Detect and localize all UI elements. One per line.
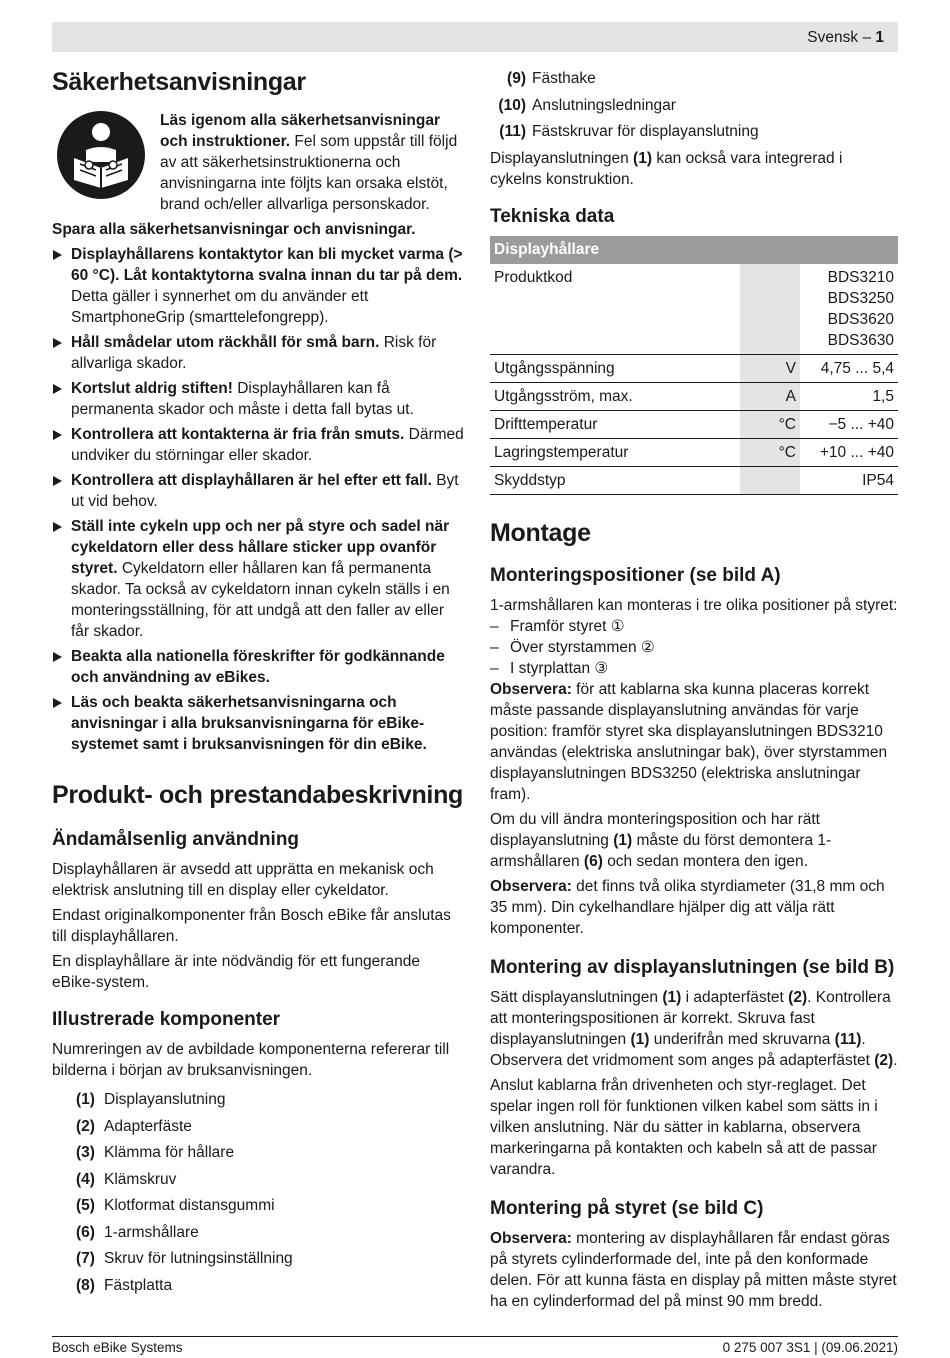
change-position-note: Om du vill ändra monteringsposition och har rätt displayanslutning (1) måste du först demontera 1-armshållaren (6) och sedan montera den igen. <box>490 810 832 870</box>
safety-bullet: Kortslut aldrig stiften! Displayhållaren kan få permanenta skador och måste i detta fall bytas ut. <box>52 378 466 420</box>
component-item: (2) Adapterfäste <box>76 1117 192 1135</box>
tech-row: Drifttemperatur °C −5 ... +40 <box>490 410 898 438</box>
footer-doc-number: 0 275 007 3S1 | (09.06.2021) <box>722 1340 898 1355</box>
components-list <box>52 1089 466 1296</box>
tech-table <box>490 236 898 495</box>
display-mount-paragraph: Sätt displayanslutningen (1) i adapterfästet (2). Kontrollera att monteringspositionen är korrekt. Skruva fast displayanslutningen (1) underifrån med skruvarna (11). Observera det vridmoment som anges på adapterfästet (2). <box>490 988 898 1069</box>
component-item: (5) Klotformat distansgummi <box>76 1197 275 1214</box>
component-item: (6) 1-armshållare <box>76 1223 199 1241</box>
safety-bullet: Läs och beakta säkerhetsanvisningarna och anvisningar i alla bruksanvisningarna för eBike-systemet samt i bruksanvisningen för din eBike. <box>52 692 466 755</box>
bullet-triangle-icon <box>53 652 62 662</box>
component-item: (4) Klämskruv <box>76 1170 177 1188</box>
tech-row: Lagringstemperatur °C +10 ... +40 <box>490 438 898 466</box>
integration-note: Displayanslutningen (1) kan också vara integrerad i cykelns konstruktion. <box>490 149 843 188</box>
page-footer <box>52 1336 898 1357</box>
safety-bullet: Kontrollera att kontakterna är fria från smuts. Därmed undviker du störningar eller skador. <box>52 424 466 466</box>
intended-use-paragraph: Displayhållaren är avsedd att upprätta en mekanisk och elektrisk anslutning till en display eller cykeldator. <box>52 861 434 899</box>
component-item: (9) Fästhake <box>507 70 596 87</box>
left-column <box>52 66 466 1301</box>
component-item: (11) Fästskruvar för displayanslutning <box>499 123 759 140</box>
tech-title: Tekniska data <box>490 205 615 227</box>
safety-bullet: Håll smådelar utom räckhåll för små barn. Risk för allvarliga skador. <box>52 332 466 374</box>
component-item: (7) Skruv för lutningsinställning <box>76 1250 293 1267</box>
bullet-triangle-icon <box>53 476 62 486</box>
intro-text: Fel som uppstår till följd av att säkerhetsinstruktionerna och anvisningarna inte följts kan orsaka elstöt, brand och/eller allvarliga personskador. <box>160 133 458 213</box>
intended-use-title: Ändamålsenlig användning <box>52 829 300 850</box>
handlebar-observe-note: Observera: montering av displayhållaren får endast göras på styrets cylinderformade del, inte på den konformade delen. För att kunna fästa en display på mitten måste styret ha en cylinderformad del på minst 90 mm bredd. <box>490 1229 897 1310</box>
bullet-triangle-icon <box>53 430 62 440</box>
positions-observe-note: Observera: för att kablarna ska kunna placeras korrekt måste passande displayanslutning användas för varje position: framför styret ska displayanslutningen BDS3210 användas (elektriska anslutningar bak), över styrstammen displayanslutningen BDS3250 (elektriska anslutningar fram). <box>490 680 888 803</box>
tech-table-header: Displayhållare <box>490 236 898 264</box>
tech-row: Utgångsström, max. A 1,5 <box>490 382 898 410</box>
bullet-triangle-icon <box>53 698 62 708</box>
position-item: – Över styrstammen ② <box>490 638 655 656</box>
position-item: – Framför styret ① <box>490 617 625 635</box>
components-list-continued <box>490 68 898 142</box>
product-title: Produkt- och prestandabeskrivning <box>52 781 464 809</box>
right-column <box>490 68 898 1316</box>
positions-list <box>490 616 898 679</box>
component-item: (1) Displayanslutning <box>76 1091 226 1108</box>
positions-intro: 1-armshållaren kan monteras i tre olika positioner på styret: <box>490 596 898 614</box>
intended-use-paragraph: En displayhållare är inte nödvändig för ett fungerande eBike-system. <box>52 953 420 991</box>
montage-title: Montage <box>490 518 591 547</box>
component-item: (8) Fästplatta <box>76 1276 173 1294</box>
safety-title: Säkerhetsanvisningar <box>52 68 306 96</box>
bullet-triangle-icon <box>53 384 62 394</box>
tech-row: Skyddstyp IP54 <box>490 466 898 494</box>
diameter-observe-note: Observera: det finns två olika styrdiameter (31,8 mm och 35 mm). Din cykelhandlare hjälper dig att välja rätt komponenter. <box>490 877 885 937</box>
bullet-triangle-icon <box>53 522 62 532</box>
safety-bullets <box>52 244 466 755</box>
display-mount-title: Montering av displayanslutningen (se bild B) <box>490 956 895 978</box>
save-note: Spara alla säkerhetsanvisningar och anvisningar. <box>52 221 416 238</box>
position-item: – I styrplattan ③ <box>490 659 609 677</box>
page-header-bar: Svensk – 1 <box>52 22 898 52</box>
safety-intro <box>52 110 466 215</box>
handlebar-title: Montering på styret (se bild C) <box>490 1197 764 1219</box>
component-item: (3) Klämma för hållare <box>76 1144 235 1161</box>
bullet-triangle-icon <box>53 250 62 260</box>
tech-row: Produktkod BDS3210 BDS3250 BDS3620 BDS3630 <box>490 264 898 355</box>
tech-row: Utgångsspänning V 4,75 ... 5,4 <box>490 354 898 382</box>
safety-bullet: Ställ inte cykeln upp och ner på styre och sadel när cykeldatorn eller dess hållare sticker upp ovanför styret. Cykeldatorn eller hållaren kan få permanenta skador. Ta också av cykeldatorn innan cykeln ställs i en monteringsställning, för att undgå att den faller av eller får skador. <box>52 516 466 642</box>
components-intro: Numreringen av de avbildade komponenterna refererar till bilderna i början av bruksanvisningen. <box>52 1041 450 1079</box>
safety-bullet: Beakta alla nationella föreskrifter för godkännande och användning av eBikes. <box>52 646 466 688</box>
component-item: (10) Anslutningsledningar <box>498 96 676 114</box>
intended-use-paragraph: Endast originalkomponenter från Bosch eBike får anslutas till displayhållaren. <box>52 907 451 945</box>
read-manual-icon <box>56 110 146 200</box>
intro-bold: Läs igenom alla säkerhetsanvisningar och instruktioner. <box>160 112 440 150</box>
safety-bullet: Kontrollera att displayhållaren är hel efter ett fall. Byt ut vid behov. <box>52 470 466 512</box>
header-page-number: 1 <box>875 29 884 46</box>
cable-paragraph: Anslut kablarna från drivenheten och styr-reglaget. Det spelar ingen roll för funktionen vilken kabel som sätts in i vilken anslutning. När du sätter in kablarna, observera markeringarna på kontakten och kabeln så att de passar varandra. <box>490 1076 878 1178</box>
safety-bullet: Displayhållarens kontaktytor kan bli mycket varma (> 60 °C). Låt kontaktytorna svalna innan du tar på dem. Detta gäller i synnerhet om du använder ett SmartphoneGrip (smarttelefongrepp). <box>52 244 466 328</box>
footer-company: Bosch eBike Systems <box>52 1340 183 1355</box>
components-title: Illustrerade komponenter <box>52 1009 281 1030</box>
bullet-triangle-icon <box>53 338 62 348</box>
positions-title: Monteringspositioner (se bild A) <box>490 564 781 586</box>
header-language: Svensk <box>807 29 859 46</box>
